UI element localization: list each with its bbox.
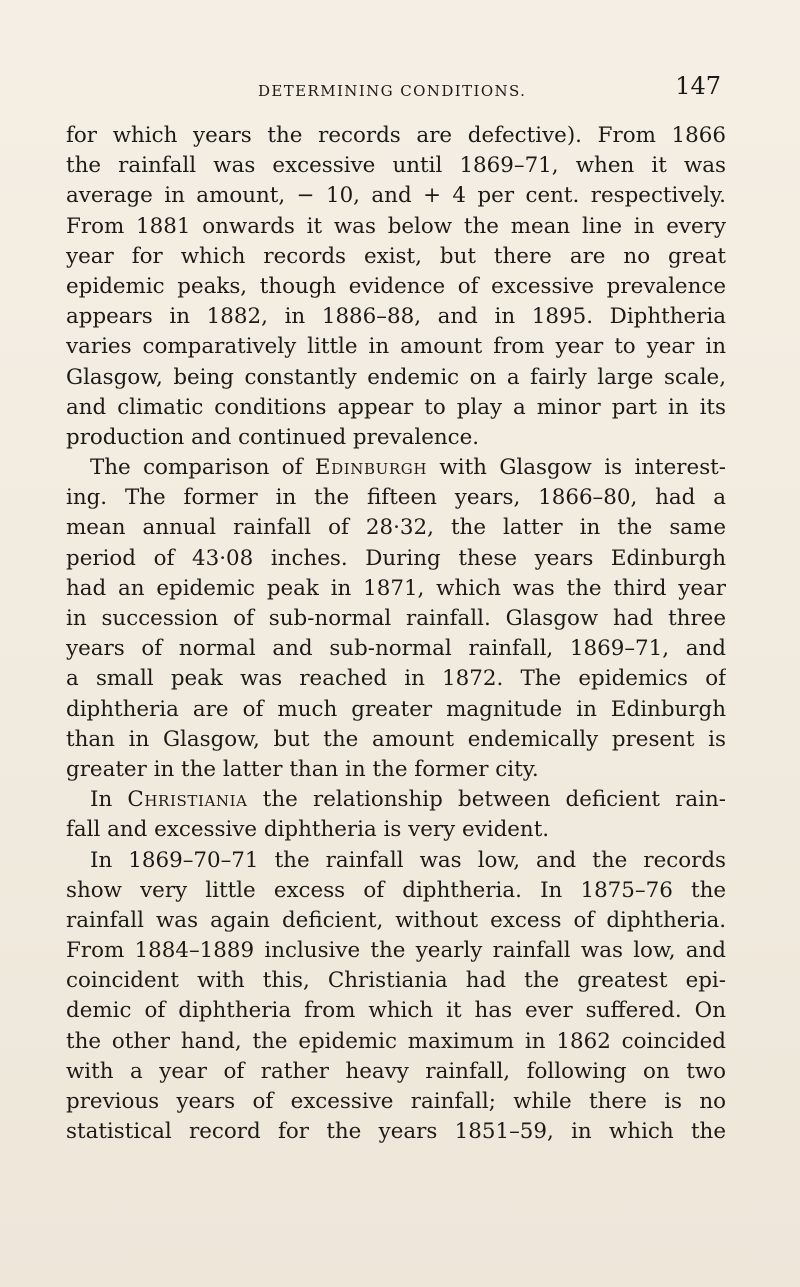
line-lead-in: In [90,787,128,813]
text-line: coincident with this, Christiania had the greatest epi- [66,968,726,994]
text-line: with a year of rather heavy rainfall, following on two [66,1058,726,1084]
page-header [66,72,721,110]
line-lead-in: The comparison of [90,455,315,481]
text-line: In 1869–70–71 the rainfall was low, and the records [90,847,726,873]
text-line: rainfall was again deficient, without excess of diphtheria. [66,907,726,933]
text-line: ing. The former in the fifteen years, 1866–80, had a [66,485,726,511]
paragraph-start-line [66,453,726,483]
text-line: period of 43·08 inches. During these years Edinburgh [66,545,726,571]
text-line: than in Glasgow, but the amount endemically present is [66,726,726,752]
paragraph-start-line [66,785,726,815]
line-rest: the relationship between deficient rain- [247,787,726,813]
running-head: DETERMINING CONDITIONS. [258,82,527,100]
text-line: epidemic peaks, though evidence of excessive prevalence [66,273,726,299]
text-line: had an epidemic peak in 1871, which was the third year [66,575,726,601]
text-line: From 1884–1889 inclusive the yearly rainfall was low, and [66,938,726,964]
page-number: 147 [675,72,721,100]
text-line: years of normal and sub-normal rainfall, 1869–71, and [66,636,726,662]
text-line: in succession of sub-normal rainfall. Glasgow had three [66,606,726,631]
text-line: Glasgow, being constantly endemic on a fairly large scale, [66,364,726,390]
text-line: the other hand, the epidemic maximum in 1862 coincided [66,1028,726,1054]
text-line: previous years of excessive rainfall; while there is no [66,1089,726,1114]
body-text [66,121,726,1147]
place-name-christiania: Christiania [127,787,248,813]
text-line: a small peak was reached in 1872. The epidemics of [66,666,726,692]
text-line: From 1881 onwards it was below the mean line in every [66,213,726,239]
text-line: average in amount, − 10, and + 4 per cent. respectively. [66,183,726,209]
text-line: mean annual rainfall of 28·32, the latter in the same [66,515,726,541]
text-line: varies comparatively little in amount from year to year in [66,334,726,360]
text-line: production and continued prevalence. [66,424,480,450]
text-line: appears in 1882, in 1886–88, and in 1895. Diphtheria [66,304,726,330]
text-line: statistical record for the years 1851–59, in which the [66,1119,726,1145]
place-name-edinburgh: Edinburgh [314,455,428,481]
text-line: greater in the latter than in the former city. [66,756,539,782]
text-line: fall and excessive diphtheria is very evident. [66,817,550,843]
text-line: demic of diphtheria from which it has ever suffered. On [66,998,726,1024]
text-line: diphtheria are of much greater magnitude in Edinburgh [66,696,726,722]
text-line: year for which records exist, but there are no great [66,243,726,269]
line-rest: with Glasgow is interest- [427,455,726,481]
text-line: show very little excess of diphtheria. In 1875–76 the [66,877,726,903]
text-line: for which years the records are defective). From 1866 [66,123,726,148]
text-line: and climatic conditions appear to play a minor part in its [66,394,726,420]
text-line: the rainfall was excessive until 1869–71, when it was [66,153,726,179]
